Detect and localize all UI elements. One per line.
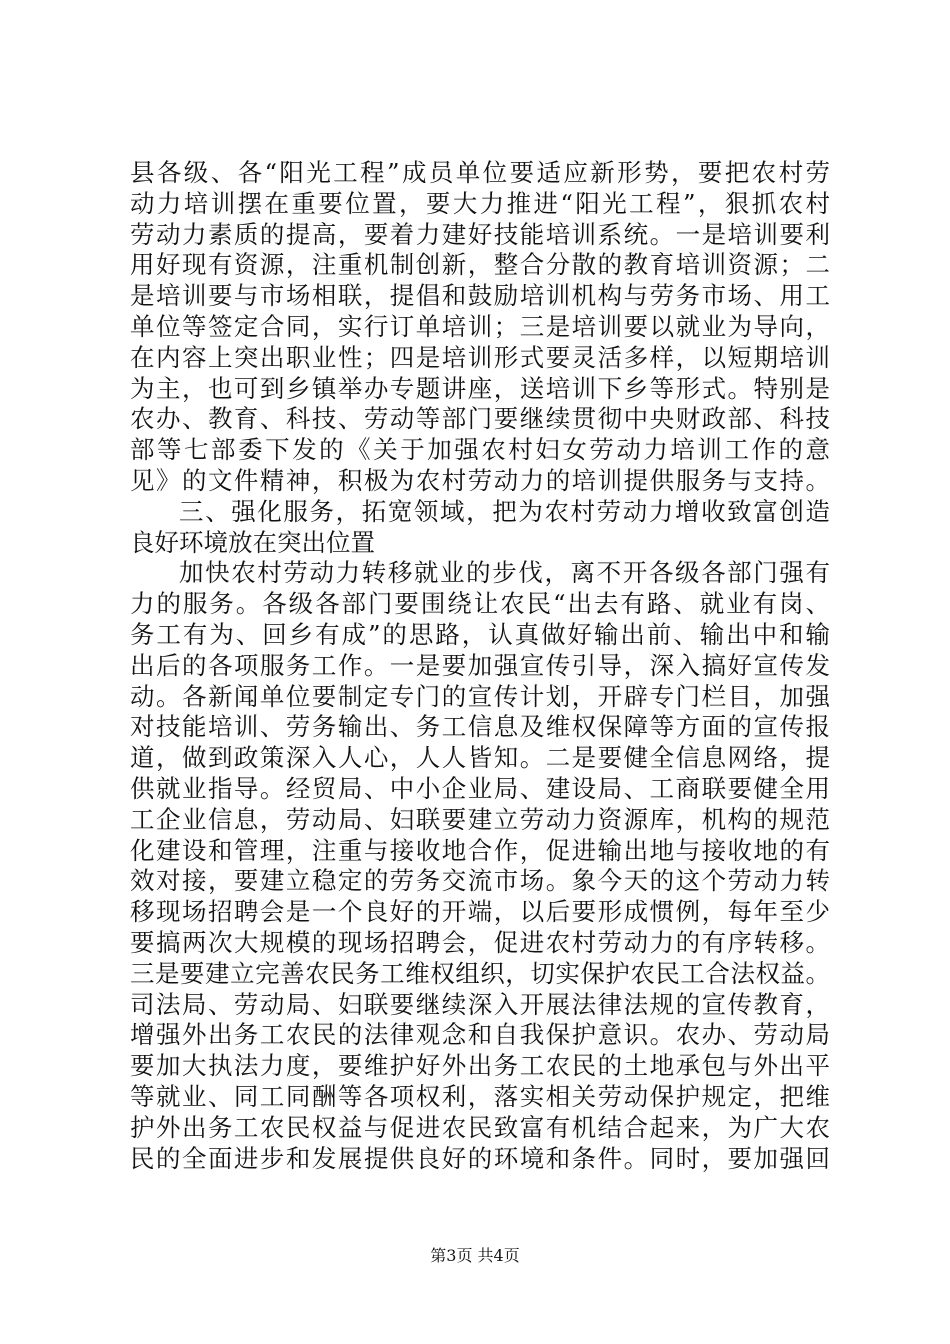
text-line: 用好现有资源，注重机制创新，整合分散的教育培训资源；二 bbox=[130, 250, 830, 280]
text-line: 要加大执法力度，要维护好外出务工农民的土地承包与外出平 bbox=[130, 1051, 830, 1081]
text-line: 要搞两次大规模的现场招聘会，促进农村劳动力的有序转移。 bbox=[130, 927, 830, 957]
text-line: 民的全面进步和发展提供良好的环境和条件。同时，要加强回 bbox=[130, 1143, 830, 1173]
text-line: 务工有为、回乡有成”的思路，认真做好输出前、输出中和输 bbox=[130, 619, 830, 649]
text-line: 道，做到政策深入人心，人人皆知。二是要健全信息网络，提 bbox=[130, 743, 830, 773]
text-line: 是培训要与市场相联，提倡和鼓励培训机构与劳务市场、用工 bbox=[130, 281, 830, 311]
text-line: 移现场招聘会是一个良好的开端，以后要形成惯例，每年至少 bbox=[130, 897, 830, 927]
text-line: 县各级、各“阳光工程”成员单位要适应新形势，要把农村劳 bbox=[130, 158, 830, 187]
text-line: 供就业指导。经贸局、中小企业局、建设局、工商联要健全用 bbox=[130, 773, 830, 803]
text-line: 对技能培训、劳务输出、务工信息及维权保障等方面的宣传报 bbox=[130, 712, 830, 742]
page-footer bbox=[0, 1246, 950, 1266]
text-line: 单位等签定合同，实行订单培训；三是培训要以就业为导向， bbox=[130, 311, 830, 341]
text-line: 工企业信息，劳动局、妇联要建立劳动力资源库，机构的规范 bbox=[130, 804, 830, 834]
text-line: 等就业、同工同酬等各项权利，落实相关劳动保护规定，把维 bbox=[130, 1081, 830, 1111]
text-line: 农办、教育、科技、劳动等部门要继续贯彻中央财政部、科技 bbox=[130, 404, 830, 434]
text-line: 司法局、劳动局、妇联要继续深入开展法律法规的宣传教育， bbox=[130, 989, 830, 1019]
text-line: 三是要建立完善农民务工维权组织，切实保护农民工合法权益。 bbox=[130, 958, 830, 988]
text-line: 护外出务工农民权益与促进农民致富有机结合起来，为广大农 bbox=[130, 1112, 830, 1142]
text-line: 化建设和管理，注重与接收地合作，促进输出地与接收地的有 bbox=[130, 835, 830, 865]
text-line: 效对接，要建立稳定的劳务交流市场。象今天的这个劳动力转 bbox=[130, 866, 830, 896]
text-line: 见》的文件精神，积极为农村劳动力的培训提供服务与支持。 bbox=[130, 465, 830, 495]
text-line: 动力培训摆在重要位置，要大力推进“阳光工程”，狠抓农村 bbox=[130, 188, 830, 218]
text-line: 力的服务。各级各部门要围绕让农民“出去有路、就业有岗、 bbox=[130, 589, 830, 619]
text-line: 部等七部委下发的《关于加强农村妇女劳动力培训工作的意 bbox=[130, 435, 830, 465]
document-body bbox=[130, 158, 830, 1174]
text-line: 增强外出务工农民的法律观念和自我保护意识。农办、劳动局 bbox=[130, 1020, 830, 1050]
text-line: 良好环境放在突出位置 bbox=[130, 527, 375, 557]
text-line: 在内容上突出职业性；四是培训形式要灵活多样，以短期培训 bbox=[130, 342, 830, 372]
text-line: 三、强化服务，拓宽领域，把为农村劳动力增收致富创造 bbox=[179, 496, 830, 526]
text-line: 为主，也可到乡镇举办专题讲座，送培训下乡等形式。特别是 bbox=[130, 373, 830, 403]
text-line: 动。各新闻单位要制定专门的宣传计划，开辟专门栏目，加强 bbox=[130, 681, 830, 711]
page-number: 第3页 共4页 bbox=[430, 1246, 520, 1265]
text-line: 劳动力素质的提高，要着力建好技能培训系统。一是培训要利 bbox=[130, 219, 830, 249]
text-line: 出后的各项服务工作。一是要加强宣传引导，深入搞好宣传发 bbox=[130, 650, 830, 680]
text-line: 加快农村劳动力转移就业的步伐，离不开各级各部门强有 bbox=[179, 558, 830, 588]
